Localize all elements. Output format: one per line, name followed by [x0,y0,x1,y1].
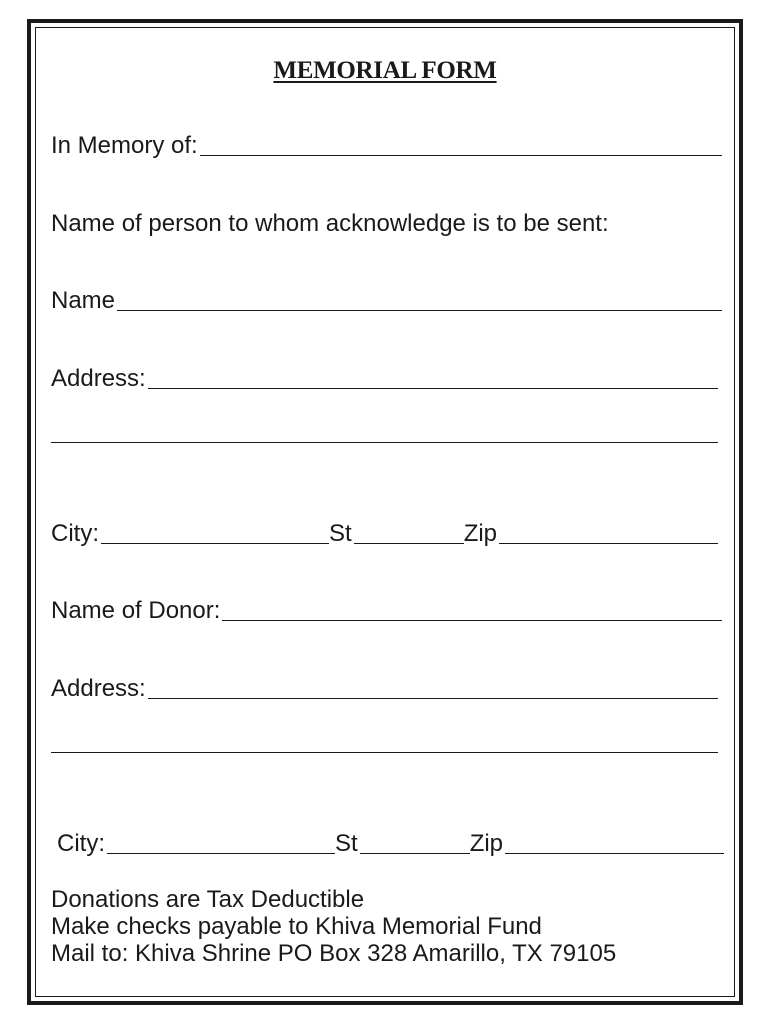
donor-address-line2-row [51,752,718,757]
donor-field[interactable] [222,620,722,621]
address-line2-row [51,442,718,447]
donor-label: Name of Donor: [51,597,221,624]
name-row [51,287,722,315]
donor-state-label: St [335,830,358,857]
in-memory-label: In Memory of: [51,132,198,159]
name-label: Name [51,287,116,314]
donor-address-line2-field[interactable] [51,752,718,753]
address-field[interactable] [148,388,718,389]
state-label: St [329,520,352,547]
donor-address-row [51,675,718,703]
tax-deductible-note: Donations are Tax Deductible [51,886,365,913]
checks-payable-note: Make checks payable to Khiva Memorial Fund [51,913,542,940]
donor-zip-field[interactable] [505,853,724,854]
city-label: City: [51,520,99,547]
donor-city-label: City: [57,830,105,857]
city-row [51,520,718,548]
footer-notes [51,886,616,967]
acknowledge-heading [51,210,609,238]
address-row [51,365,718,393]
zip-label: Zip [463,520,498,547]
form-title: MEMORIAL FORM [273,57,497,84]
donor-city-field[interactable] [107,853,335,854]
zip-field[interactable] [499,543,718,544]
acknowledge-heading-text: Name of person to whom acknowledge is to be sent: [51,210,609,237]
mailing-address-note: Mail to: Khiva Shrine PO Box 328 Amarillo, TX 79105 [51,940,617,967]
donor-row [51,597,722,625]
donor-address-field[interactable] [148,698,718,699]
state-field[interactable] [354,543,464,544]
donor-address-label: Address: [51,675,146,702]
address-label: Address: [51,365,146,392]
in-memory-row [51,132,722,160]
donor-zip-label: Zip [469,830,504,857]
in-memory-field[interactable] [200,155,722,156]
address-line2-field[interactable] [51,442,718,443]
name-field[interactable] [117,310,722,311]
donor-state-field[interactable] [360,853,470,854]
city-field[interactable] [101,543,329,544]
donor-city-row [57,830,724,858]
